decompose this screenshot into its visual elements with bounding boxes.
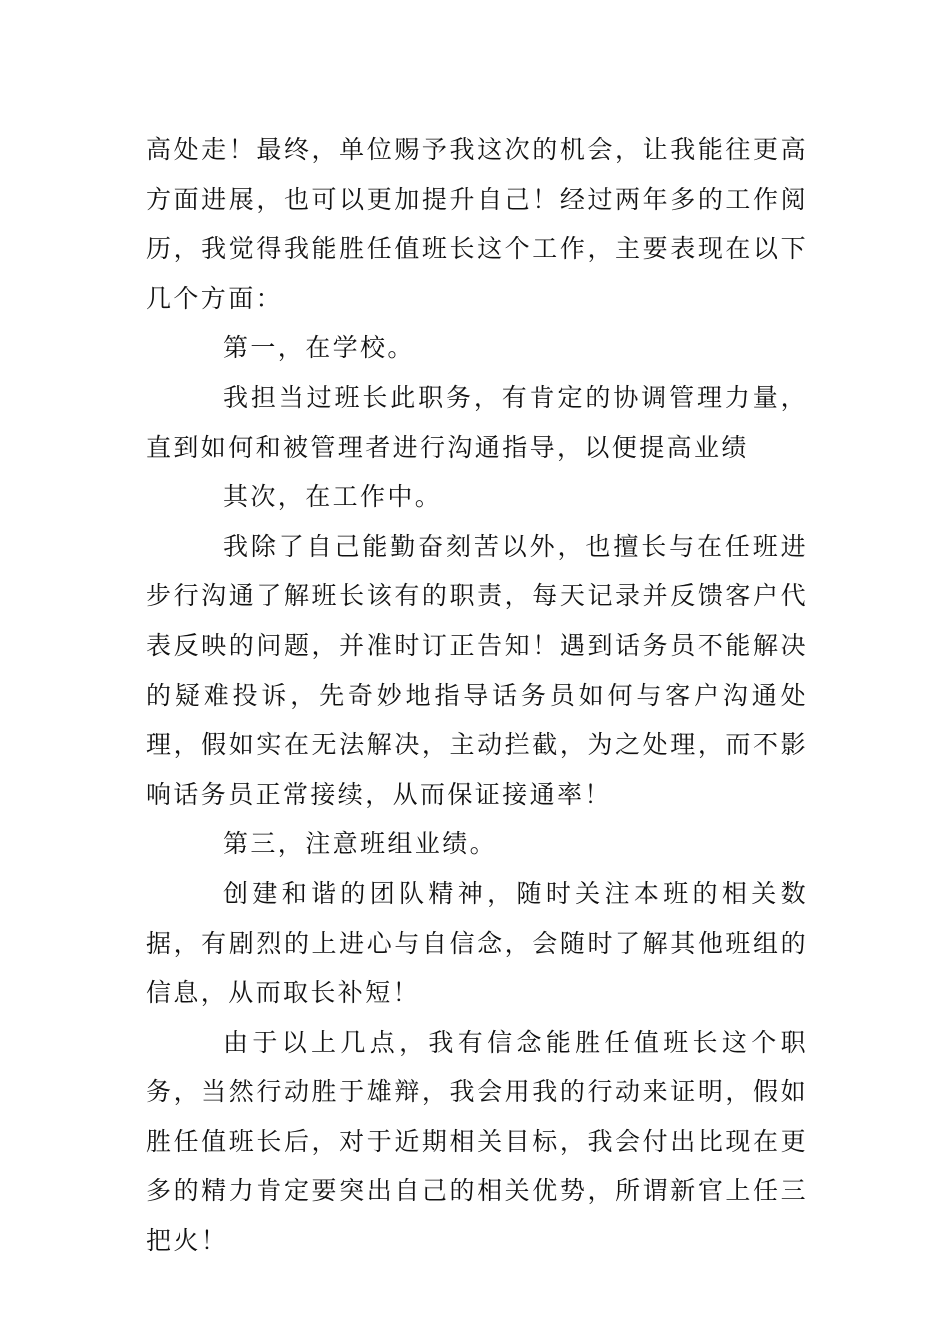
paragraph-heading-second: 其次，在工作中。 (223, 482, 443, 512)
paragraph-team-spirit: 创建和谐的团队精神，随时关注本班的相关数据，有剧烈的上进心与自信念，会随时了解其他班组的信息，从而取长补短！ (146, 878, 808, 1008)
paragraph-continuation: 高处走！最终，单位赐予我这次的机会，让我能往更高方面进展，也可以更加提升自己！经过两年多的工作阅历，我觉得我能胜任值班长这个工作，主要表现在以下几个方面： (146, 135, 808, 313)
paragraph-conclusion: 由于以上几点，我有信念能胜任值班长这个职务，当然行动胜于雄辩，我会用我的行动来证明，假如胜任值班长后，对于近期相关目标，我会付出比现在更多的精力肯定要突出自己的相关优势，所谓新官上任三把火！ (146, 1027, 808, 1256)
paragraph-school-experience: 我担当过班长此职务，有肯定的协调管理力量，直到如何和被管理者进行沟通指导，以便提高业绩 (146, 382, 808, 462)
paragraph-work-experience: 我除了自己能勤奋刻苦以外，也擅长与在任班进步行沟通了解班长该有的职责，每天记录并反馈客户代表反映的问题，并准时订正告知！遇到话务员不能解决的疑难投诉，先奇妙地指导话务员如何与客户沟通处理，假如实在无法解决，主动拦截，为之处理，而不影响话务员正常接续，从而保证接通率！ (146, 531, 808, 809)
paragraph-heading-first: 第一，在学校。 (223, 333, 415, 363)
paragraph-heading-third: 第三，注意班组业绩。 (223, 829, 498, 859)
document-body (146, 125, 808, 1266)
